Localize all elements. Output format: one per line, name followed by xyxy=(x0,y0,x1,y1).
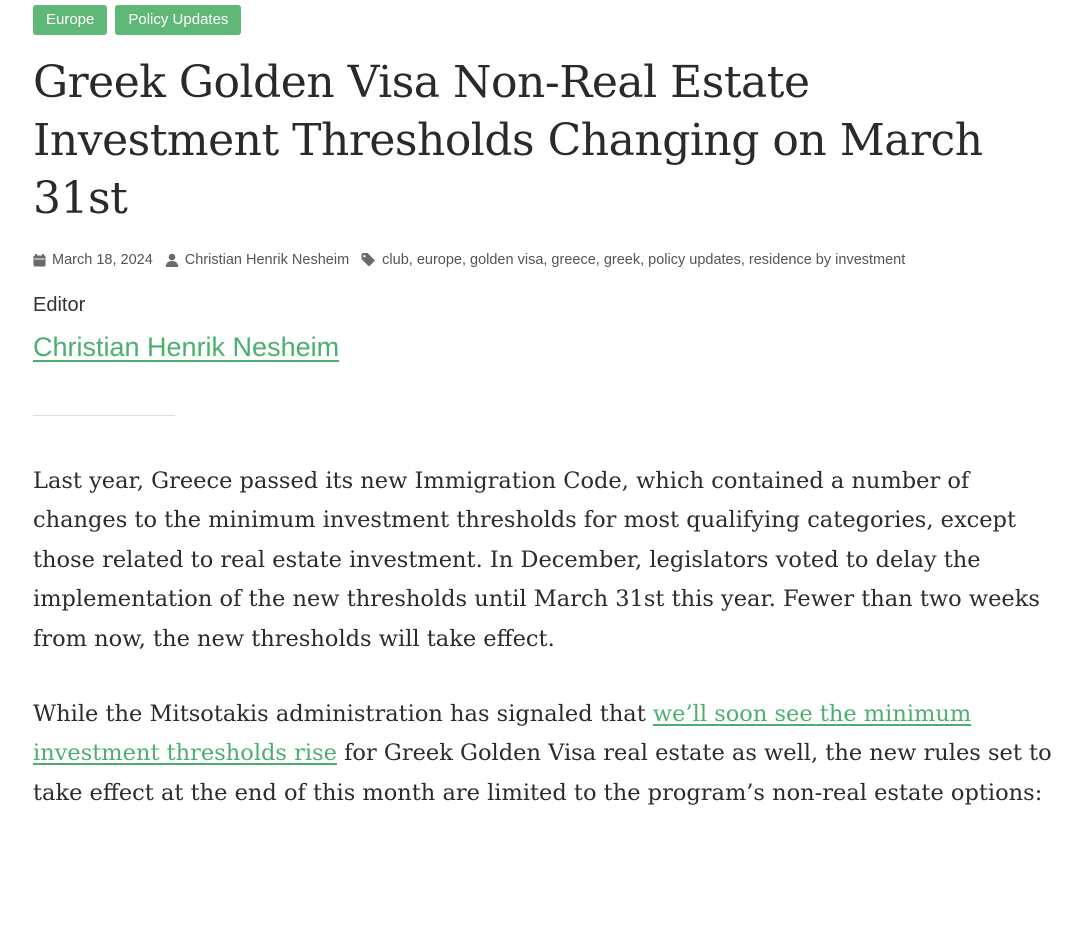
paragraph-2-text-after: for Greek Golden Visa real estate as well, the new rules set to take effect at the end of this month are limited to the program’s non-real estate options: xyxy=(33,740,1052,806)
paragraph-2-text-before: While the Mitsotakis administration has signaled that xyxy=(33,701,653,728)
tag-icon xyxy=(361,253,376,267)
post-date xyxy=(33,252,153,268)
category-tags xyxy=(33,5,1068,35)
user-icon xyxy=(165,253,179,267)
editor-label: Editor xyxy=(33,294,86,316)
divider xyxy=(33,415,175,416)
post-tags-text[interactable]: club, europe, golden visa, greece, greek, policy updates, residence by investment xyxy=(382,252,906,268)
post-date-text: March 18, 2024 xyxy=(52,252,153,268)
tag-policy-updates[interactable]: Policy Updates xyxy=(115,5,241,35)
calendar-icon xyxy=(33,254,46,267)
editor-name-link[interactable]: Christian Henrik Nesheim xyxy=(33,332,340,362)
article-paragraph-1: Last year, Greece passed its new Immigration Code, which contained a number of changes to the minimum investment thresholds for most qualifying categories, except those related to real estate investment. In December, legislators voted to delay the implementation of the new thresholds until March 31st this year. Fewer than two weeks from now, the new thresholds will take effect. xyxy=(33,468,1040,652)
post-meta xyxy=(33,252,1068,268)
post-author xyxy=(165,252,349,268)
thresholds-rise-link[interactable]: we’ll soon see the minimum investment thresholds rise xyxy=(33,701,972,767)
article xyxy=(33,5,1068,813)
post-author-text[interactable]: Christian Henrik Nesheim xyxy=(184,252,350,268)
post-tags xyxy=(361,252,905,268)
page-title: Greek Golden Visa Non-Real Estate Investment Thresholds Changing on March 31st xyxy=(33,57,983,224)
article-paragraph-2 xyxy=(33,695,1068,813)
tag-europe[interactable]: Europe xyxy=(33,5,107,35)
